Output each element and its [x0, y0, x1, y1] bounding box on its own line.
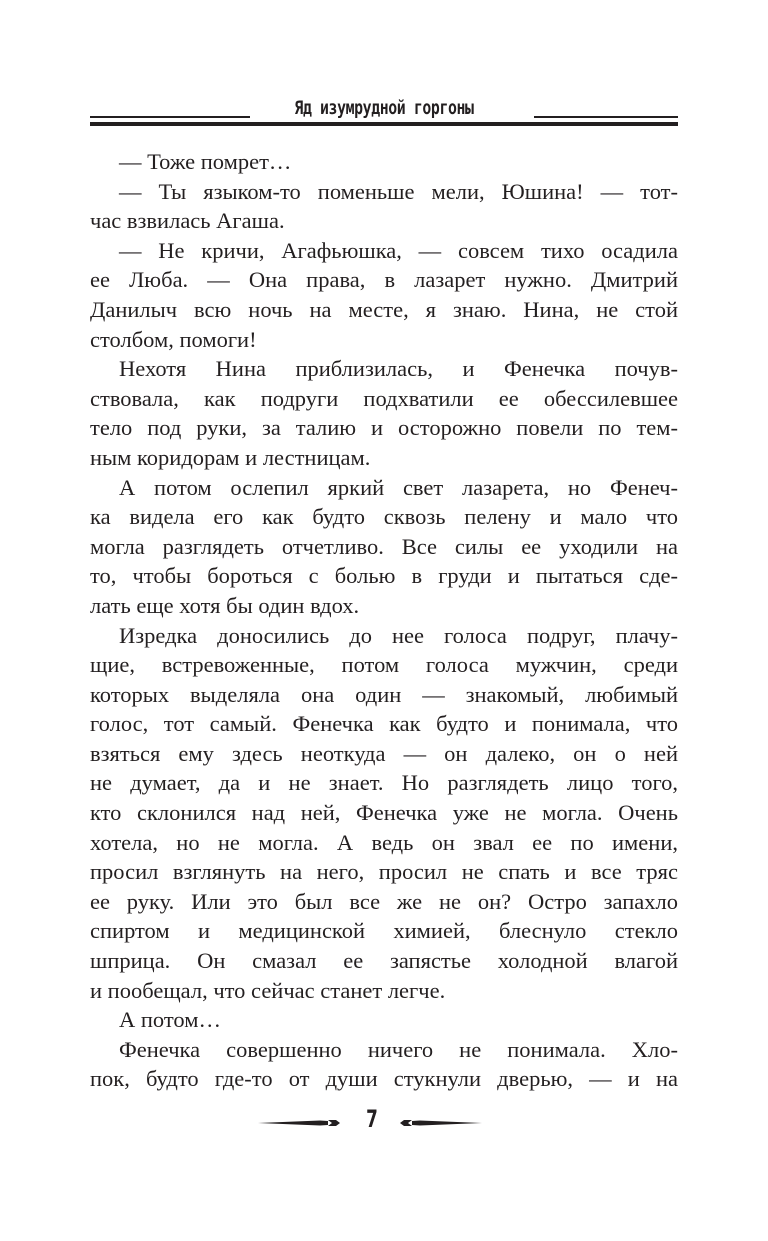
ornament-arrow-left-icon	[400, 1118, 482, 1128]
paragraph	[90, 177, 678, 236]
text-line: и пообещал, что сейчас станет легче.	[90, 977, 446, 1003]
text-line: столбом, помоги!	[90, 326, 257, 352]
text-line: Данилыч всю ночь на месте, я знаю. Нина, не стой	[90, 296, 678, 322]
text-line: шприца. Он смазал ее запястье холодной влагой	[90, 948, 678, 974]
header-thick-rule	[90, 122, 678, 126]
text-line: лать еще хотя бы один вдох.	[90, 592, 360, 618]
running-title: Яд изумрудной горгоны	[294, 97, 474, 119]
text-line: ным коридорам и лестницам.	[90, 444, 371, 470]
text-line: которых выделяла она один — знакомый, любимый	[90, 681, 678, 707]
text-line: могла разглядеть отчетливо. Все силы ее уходили на	[90, 533, 678, 559]
body-text	[90, 147, 678, 1094]
paragraph	[90, 621, 678, 1006]
text-line: ее Люба. — Она права, в лазарет нужно. Дмитрий	[90, 267, 678, 293]
text-line: не думает, да и не знает. Но разглядеть лицо того,	[90, 770, 678, 796]
page-number: 7	[366, 1105, 378, 1133]
text-line: спиртом и медицинской химией, блеснуло стекло	[90, 918, 678, 944]
text-line: хотела, но не могла. А ведь он звал ее по имени,	[90, 829, 678, 855]
page-footer	[0, 1105, 768, 1141]
header-rule-right	[534, 116, 678, 118]
text-line: пок, будто где-то от души стукнули дверью, — и на	[90, 1066, 678, 1092]
text-line: Изредка доносились до нее голоса подруг, плачу-	[119, 622, 678, 648]
paragraph	[90, 1035, 678, 1094]
text-line: кто склонился над ней, Фенечка уже не могла. Очень	[90, 800, 678, 826]
text-line: — Ты языком-то поменьше мели, Юшина! — тот-	[119, 178, 678, 204]
text-line: — Тоже помрет…	[119, 149, 292, 174]
paragraph	[90, 147, 678, 177]
text-line: взяться ему здесь неоткуда — он далеко, он о ней	[90, 740, 678, 766]
text-line: А потом…	[119, 1007, 221, 1033]
paragraph	[90, 473, 678, 621]
text-line: — Не кричи, Агафьюшка, — совсем тихо осадила	[119, 237, 678, 263]
text-line: Нехотя Нина приблизилась, и Фенечка почув-	[119, 356, 678, 382]
text-line: голос, тот самый. Фенечка как будто и понимала, что	[90, 711, 678, 737]
text-line: щие, встревоженные, потом голоса мужчин, среди	[90, 652, 678, 678]
text-line: ее руку. Или это был все же не он? Остро запахло	[90, 888, 678, 914]
text-line: Фенечка совершенно ничего не понимала. Хло-	[119, 1036, 678, 1062]
text-line: тело под руки, за талию и осторожно повели по тем-	[90, 415, 678, 441]
text-line: А потом ослепил яркий свет лазарета, но Фенеч-	[119, 474, 678, 500]
paragraph	[90, 1005, 678, 1035]
text-line: час взвилась Агаша.	[90, 208, 285, 234]
text-line: ка видела его как будто сквозь пелену и мало что	[90, 504, 678, 530]
paragraph	[90, 354, 678, 472]
text-line: ствовала, как подруги подхватили ее обессилевшее	[90, 385, 678, 411]
running-header	[90, 88, 678, 128]
paragraph	[90, 236, 678, 354]
ornament-arrow-right-icon	[258, 1118, 340, 1128]
text-line: то, чтобы бороться с болью в груди и пытаться сде-	[90, 563, 678, 589]
text-line: просил взглянуть на него, просил не спать и все тряс	[90, 859, 678, 885]
